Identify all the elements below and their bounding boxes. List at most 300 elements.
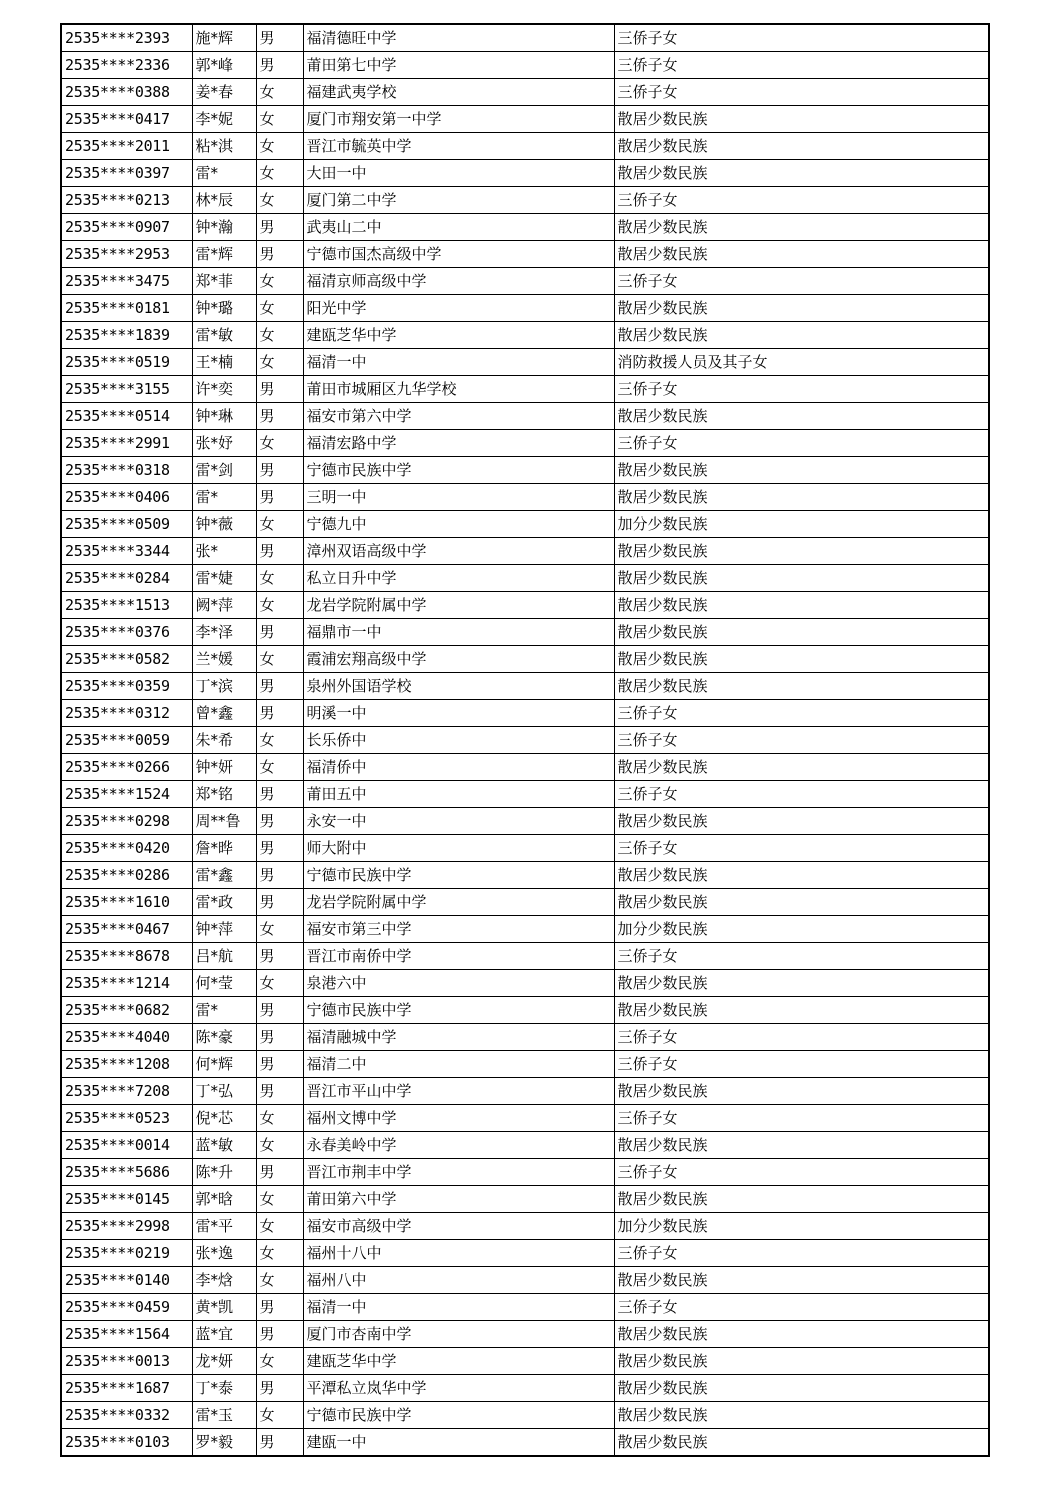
category-cell: 散居少数民族	[614, 862, 989, 889]
gender-cell: 女	[256, 295, 303, 322]
table-row	[61, 1159, 989, 1186]
student-name-cell: 阙*萍	[192, 592, 256, 619]
category-cell: 散居少数民族	[614, 295, 989, 322]
student-id-cell: 2535****2953	[61, 241, 192, 268]
school-cell: 泉港六中	[303, 970, 614, 997]
table-row	[61, 1267, 989, 1294]
student-id-cell: 2535****5686	[61, 1159, 192, 1186]
category-cell: 散居少数民族	[614, 1321, 989, 1348]
table-row	[61, 889, 989, 916]
gender-cell: 女	[256, 511, 303, 538]
student-id-cell: 2535****0514	[61, 403, 192, 430]
gender-cell: 女	[256, 646, 303, 673]
school-cell: 建瓯一中	[303, 1429, 614, 1457]
school-cell: 建瓯芝华中学	[303, 1348, 614, 1375]
gender-cell: 女	[256, 754, 303, 781]
student-name-cell: 罗*毅	[192, 1429, 256, 1457]
student-name-cell: 蓝*宜	[192, 1321, 256, 1348]
category-cell: 散居少数民族	[614, 1375, 989, 1402]
gender-cell: 女	[256, 160, 303, 187]
student-id-cell: 2535****0219	[61, 1240, 192, 1267]
table-row	[61, 673, 989, 700]
student-name-cell: 雷*婕	[192, 565, 256, 592]
gender-cell: 男	[256, 376, 303, 403]
school-cell: 师大附中	[303, 835, 614, 862]
school-cell: 永安一中	[303, 808, 614, 835]
category-cell: 散居少数民族	[614, 160, 989, 187]
student-id-cell: 2535****0103	[61, 1429, 192, 1457]
category-cell: 散居少数民族	[614, 1348, 989, 1375]
student-id-cell: 2535****1214	[61, 970, 192, 997]
school-cell: 福州文博中学	[303, 1105, 614, 1132]
table-row	[61, 619, 989, 646]
table-row	[61, 1321, 989, 1348]
category-cell: 三侨子女	[614, 1051, 989, 1078]
gender-cell: 男	[256, 24, 303, 52]
student-id-cell: 2535****2011	[61, 133, 192, 160]
student-id-cell: 2535****8678	[61, 943, 192, 970]
table-row	[61, 700, 989, 727]
gender-cell: 女	[256, 268, 303, 295]
student-name-cell: 郑*铭	[192, 781, 256, 808]
student-name-cell: 钟*薇	[192, 511, 256, 538]
student-id-cell: 2535****0284	[61, 565, 192, 592]
table-row	[61, 187, 989, 214]
student-id-cell: 2535****0318	[61, 457, 192, 484]
student-id-cell: 2535****2393	[61, 24, 192, 52]
category-cell: 散居少数民族	[614, 754, 989, 781]
student-name-cell: 雷*	[192, 484, 256, 511]
school-cell: 福清一中	[303, 349, 614, 376]
student-name-cell: 雷*政	[192, 889, 256, 916]
gender-cell: 男	[256, 862, 303, 889]
table-row	[61, 1402, 989, 1429]
student-name-cell: 龙*妍	[192, 1348, 256, 1375]
student-name-cell: 钟*璐	[192, 295, 256, 322]
school-cell: 福州八中	[303, 1267, 614, 1294]
student-id-cell: 2535****0682	[61, 997, 192, 1024]
table-row	[61, 997, 989, 1024]
table-row	[61, 1240, 989, 1267]
table-row	[61, 1213, 989, 1240]
gender-cell: 男	[256, 1024, 303, 1051]
school-cell: 福安市第六中学	[303, 403, 614, 430]
school-cell: 明溪一中	[303, 700, 614, 727]
student-id-cell: 2535****0582	[61, 646, 192, 673]
category-cell: 三侨子女	[614, 1024, 989, 1051]
category-cell: 三侨子女	[614, 1105, 989, 1132]
student-name-cell: 蓝*敏	[192, 1132, 256, 1159]
student-id-cell: 2535****0907	[61, 214, 192, 241]
table-row	[61, 214, 989, 241]
school-cell: 厦门第二中学	[303, 187, 614, 214]
category-cell: 散居少数民族	[614, 214, 989, 241]
school-cell: 泉州外国语学校	[303, 673, 614, 700]
student-name-cell: 钟*妍	[192, 754, 256, 781]
category-cell: 加分少数民族	[614, 511, 989, 538]
student-name-cell: 张*	[192, 538, 256, 565]
student-name-cell: 张*妤	[192, 430, 256, 457]
student-id-cell: 2535****0013	[61, 1348, 192, 1375]
school-cell: 福鼎市一中	[303, 619, 614, 646]
table-row	[61, 376, 989, 403]
student-name-cell: 郑*菲	[192, 268, 256, 295]
school-cell: 三明一中	[303, 484, 614, 511]
category-cell: 三侨子女	[614, 79, 989, 106]
student-id-cell: 2535****0523	[61, 1105, 192, 1132]
table-row	[61, 862, 989, 889]
student-name-cell: 丁*弘	[192, 1078, 256, 1105]
category-cell: 散居少数民族	[614, 970, 989, 997]
student-name-cell: 陈*升	[192, 1159, 256, 1186]
student-id-cell: 2535****0420	[61, 835, 192, 862]
school-cell: 福清一中	[303, 1294, 614, 1321]
student-id-cell: 2535****1208	[61, 1051, 192, 1078]
category-cell: 散居少数民族	[614, 241, 989, 268]
school-cell: 宁德市民族中学	[303, 997, 614, 1024]
school-cell: 大田一中	[303, 160, 614, 187]
gender-cell: 男	[256, 241, 303, 268]
gender-cell: 男	[256, 1294, 303, 1321]
gender-cell: 男	[256, 52, 303, 79]
category-cell: 散居少数民族	[614, 106, 989, 133]
gender-cell: 女	[256, 187, 303, 214]
table-row	[61, 538, 989, 565]
student-id-cell: 2535****0397	[61, 160, 192, 187]
table-row	[61, 1105, 989, 1132]
table-row	[61, 565, 989, 592]
table-row	[61, 1348, 989, 1375]
school-cell: 平潭私立岚华中学	[303, 1375, 614, 1402]
student-id-cell: 2535****0359	[61, 673, 192, 700]
table-row	[61, 754, 989, 781]
school-cell: 漳州双语高级中学	[303, 538, 614, 565]
category-cell: 三侨子女	[614, 52, 989, 79]
student-name-cell: 姜*春	[192, 79, 256, 106]
student-name-cell: 钟*瀚	[192, 214, 256, 241]
gender-cell: 女	[256, 970, 303, 997]
gender-cell: 女	[256, 133, 303, 160]
student-id-cell: 2535****0266	[61, 754, 192, 781]
category-cell: 三侨子女	[614, 1240, 989, 1267]
gender-cell: 男	[256, 1321, 303, 1348]
student-name-cell: 王*楠	[192, 349, 256, 376]
category-cell: 散居少数民族	[614, 889, 989, 916]
category-cell: 散居少数民族	[614, 619, 989, 646]
category-cell: 散居少数民族	[614, 997, 989, 1024]
student-id-cell: 2535****0014	[61, 1132, 192, 1159]
category-cell: 散居少数民族	[614, 484, 989, 511]
table-row	[61, 79, 989, 106]
table-row	[61, 268, 989, 295]
student-id-cell: 2535****0286	[61, 862, 192, 889]
student-id-cell: 2535****0509	[61, 511, 192, 538]
student-name-cell: 丁*泰	[192, 1375, 256, 1402]
gender-cell: 女	[256, 1240, 303, 1267]
student-id-cell: 2535****0388	[61, 79, 192, 106]
school-cell: 福清京师高级中学	[303, 268, 614, 295]
student-name-cell: 吕*航	[192, 943, 256, 970]
student-id-cell: 2535****0181	[61, 295, 192, 322]
category-cell: 三侨子女	[614, 430, 989, 457]
student-id-cell: 2535****1610	[61, 889, 192, 916]
school-cell: 武夷山二中	[303, 214, 614, 241]
category-cell: 散居少数民族	[614, 1429, 989, 1457]
category-cell: 散居少数民族	[614, 565, 989, 592]
category-cell: 三侨子女	[614, 727, 989, 754]
category-cell: 三侨子女	[614, 268, 989, 295]
table-row	[61, 916, 989, 943]
student-name-cell: 雷*	[192, 160, 256, 187]
student-id-cell: 2535****0467	[61, 916, 192, 943]
student-name-cell: 李*妮	[192, 106, 256, 133]
table-row	[61, 1078, 989, 1105]
student-name-cell: 黄*凯	[192, 1294, 256, 1321]
table-row	[61, 241, 989, 268]
gender-cell: 男	[256, 1051, 303, 1078]
category-cell: 散居少数民族	[614, 403, 989, 430]
gender-cell: 男	[256, 457, 303, 484]
table-row	[61, 1429, 989, 1457]
gender-cell: 男	[256, 808, 303, 835]
school-cell: 晋江市毓英中学	[303, 133, 614, 160]
category-cell: 散居少数民族	[614, 808, 989, 835]
table-row	[61, 970, 989, 997]
school-cell: 厦门市杏南中学	[303, 1321, 614, 1348]
student-name-cell: 施*辉	[192, 24, 256, 52]
student-id-cell: 2535****3475	[61, 268, 192, 295]
category-cell: 消防救援人员及其子女	[614, 349, 989, 376]
school-cell: 福清宏路中学	[303, 430, 614, 457]
student-name-cell: 雷*鑫	[192, 862, 256, 889]
school-cell: 福安市第三中学	[303, 916, 614, 943]
table-row	[61, 943, 989, 970]
gender-cell: 女	[256, 430, 303, 457]
gender-cell: 男	[256, 700, 303, 727]
gender-cell: 男	[256, 1375, 303, 1402]
category-cell: 散居少数民族	[614, 133, 989, 160]
table-row	[61, 835, 989, 862]
gender-cell: 男	[256, 997, 303, 1024]
table-row	[61, 1186, 989, 1213]
table-row	[61, 295, 989, 322]
student-id-cell: 2535****0519	[61, 349, 192, 376]
table-row	[61, 106, 989, 133]
gender-cell: 女	[256, 565, 303, 592]
table-row	[61, 781, 989, 808]
student-id-cell: 2535****1839	[61, 322, 192, 349]
school-cell: 龙岩学院附属中学	[303, 889, 614, 916]
student-id-cell: 2535****1524	[61, 781, 192, 808]
category-cell: 散居少数民族	[614, 322, 989, 349]
student-id-cell: 2535****3344	[61, 538, 192, 565]
school-cell: 莆田五中	[303, 781, 614, 808]
school-cell: 晋江市南侨中学	[303, 943, 614, 970]
school-cell: 福清德旺中学	[303, 24, 614, 52]
school-cell: 福清侨中	[303, 754, 614, 781]
student-name-cell: 郭*峰	[192, 52, 256, 79]
student-name-cell: 粘*淇	[192, 133, 256, 160]
table-row	[61, 646, 989, 673]
category-cell: 散居少数民族	[614, 538, 989, 565]
school-cell: 福建武夷学校	[303, 79, 614, 106]
school-cell: 福安市高级中学	[303, 1213, 614, 1240]
table-row	[61, 457, 989, 484]
school-cell: 宁德市民族中学	[303, 457, 614, 484]
gender-cell: 男	[256, 835, 303, 862]
gender-cell: 男	[256, 538, 303, 565]
student-name-cell: 郭*晗	[192, 1186, 256, 1213]
table-row	[61, 160, 989, 187]
school-cell: 晋江市平山中学	[303, 1078, 614, 1105]
category-cell: 三侨子女	[614, 1294, 989, 1321]
student-name-cell: 雷*辉	[192, 241, 256, 268]
gender-cell: 女	[256, 106, 303, 133]
category-cell: 三侨子女	[614, 835, 989, 862]
gender-cell: 男	[256, 943, 303, 970]
gender-cell: 男	[256, 619, 303, 646]
table-row	[61, 592, 989, 619]
student-name-cell: 何*辉	[192, 1051, 256, 1078]
student-name-cell: 雷*玉	[192, 1402, 256, 1429]
category-cell: 散居少数民族	[614, 592, 989, 619]
table-row	[61, 1375, 989, 1402]
gender-cell: 男	[256, 1429, 303, 1457]
category-cell: 三侨子女	[614, 943, 989, 970]
student-name-cell: 兰*媛	[192, 646, 256, 673]
student-name-cell: 钟*萍	[192, 916, 256, 943]
student-name-cell: 周**鲁	[192, 808, 256, 835]
gender-cell: 女	[256, 1186, 303, 1213]
table-row	[61, 808, 989, 835]
school-cell: 晋江市荆丰中学	[303, 1159, 614, 1186]
student-id-cell: 2535****1513	[61, 592, 192, 619]
student-name-cell: 许*奕	[192, 376, 256, 403]
category-cell: 三侨子女	[614, 1159, 989, 1186]
student-id-cell: 2535****0417	[61, 106, 192, 133]
school-cell: 福州十八中	[303, 1240, 614, 1267]
table-row	[61, 52, 989, 79]
category-cell: 三侨子女	[614, 24, 989, 52]
student-name-cell: 雷*	[192, 997, 256, 1024]
school-cell: 福清融城中学	[303, 1024, 614, 1051]
student-id-cell: 2535****0376	[61, 619, 192, 646]
table-row	[61, 133, 989, 160]
school-cell: 宁德市民族中学	[303, 862, 614, 889]
gender-cell: 女	[256, 1132, 303, 1159]
gender-cell: 男	[256, 214, 303, 241]
student-id-cell: 2535****7208	[61, 1078, 192, 1105]
student-id-cell: 2535****0312	[61, 700, 192, 727]
student-id-cell: 2535****2991	[61, 430, 192, 457]
roster-body	[61, 24, 989, 1456]
table-row	[61, 403, 989, 430]
category-cell: 散居少数民族	[614, 1186, 989, 1213]
student-name-cell: 李*焓	[192, 1267, 256, 1294]
category-cell: 散居少数民族	[614, 457, 989, 484]
student-id-cell: 2535****1564	[61, 1321, 192, 1348]
category-cell: 三侨子女	[614, 700, 989, 727]
category-cell: 散居少数民族	[614, 1132, 989, 1159]
table-row	[61, 430, 989, 457]
student-id-cell: 2535****0140	[61, 1267, 192, 1294]
gender-cell: 女	[256, 1348, 303, 1375]
school-cell: 龙岩学院附属中学	[303, 592, 614, 619]
gender-cell: 男	[256, 1078, 303, 1105]
gender-cell: 男	[256, 673, 303, 700]
table-row	[61, 484, 989, 511]
student-name-cell: 丁*滨	[192, 673, 256, 700]
school-cell: 厦门市翔安第一中学	[303, 106, 614, 133]
gender-cell: 女	[256, 79, 303, 106]
category-cell: 加分少数民族	[614, 1213, 989, 1240]
school-cell: 莆田第六中学	[303, 1186, 614, 1213]
gender-cell: 男	[256, 889, 303, 916]
school-cell: 宁德市民族中学	[303, 1402, 614, 1429]
school-cell: 阳光中学	[303, 295, 614, 322]
table-row	[61, 511, 989, 538]
student-name-cell: 何*莹	[192, 970, 256, 997]
category-cell: 散居少数民族	[614, 1402, 989, 1429]
table-row	[61, 1051, 989, 1078]
gender-cell: 男	[256, 484, 303, 511]
category-cell: 三侨子女	[614, 376, 989, 403]
student-name-cell: 雷*平	[192, 1213, 256, 1240]
student-id-cell: 2535****2998	[61, 1213, 192, 1240]
table-row	[61, 1132, 989, 1159]
school-cell: 霞浦宏翔高级中学	[303, 646, 614, 673]
gender-cell: 女	[256, 322, 303, 349]
student-id-cell: 2535****0332	[61, 1402, 192, 1429]
student-id-cell: 2535****0213	[61, 187, 192, 214]
school-cell: 莆田第七中学	[303, 52, 614, 79]
student-name-cell: 朱*希	[192, 727, 256, 754]
student-name-cell: 曾*鑫	[192, 700, 256, 727]
student-name-cell: 钟*琳	[192, 403, 256, 430]
table-row	[61, 24, 989, 52]
school-cell: 福清二中	[303, 1051, 614, 1078]
category-cell: 三侨子女	[614, 781, 989, 808]
gender-cell: 女	[256, 592, 303, 619]
student-name-cell: 詹*晔	[192, 835, 256, 862]
student-id-cell: 2535****3155	[61, 376, 192, 403]
gender-cell: 女	[256, 1267, 303, 1294]
school-cell: 长乐侨中	[303, 727, 614, 754]
student-id-cell: 2535****0406	[61, 484, 192, 511]
school-cell: 建瓯芝华中学	[303, 322, 614, 349]
table-row	[61, 727, 989, 754]
category-cell: 散居少数民族	[614, 673, 989, 700]
table-row	[61, 349, 989, 376]
student-name-cell: 雷*剑	[192, 457, 256, 484]
gender-cell: 女	[256, 1213, 303, 1240]
student-roster-table	[60, 23, 990, 1457]
school-cell: 永春美岭中学	[303, 1132, 614, 1159]
school-cell: 私立日升中学	[303, 565, 614, 592]
school-cell: 宁德市国杰高级中学	[303, 241, 614, 268]
category-cell: 散居少数民族	[614, 646, 989, 673]
category-cell: 加分少数民族	[614, 916, 989, 943]
student-name-cell: 陈*豪	[192, 1024, 256, 1051]
student-name-cell: 雷*敏	[192, 322, 256, 349]
student-id-cell: 2535****1687	[61, 1375, 192, 1402]
student-name-cell: 倪*芯	[192, 1105, 256, 1132]
school-cell: 莆田市城厢区九华学校	[303, 376, 614, 403]
category-cell: 散居少数民族	[614, 1267, 989, 1294]
category-cell: 三侨子女	[614, 187, 989, 214]
gender-cell: 女	[256, 916, 303, 943]
student-id-cell: 2535****0059	[61, 727, 192, 754]
